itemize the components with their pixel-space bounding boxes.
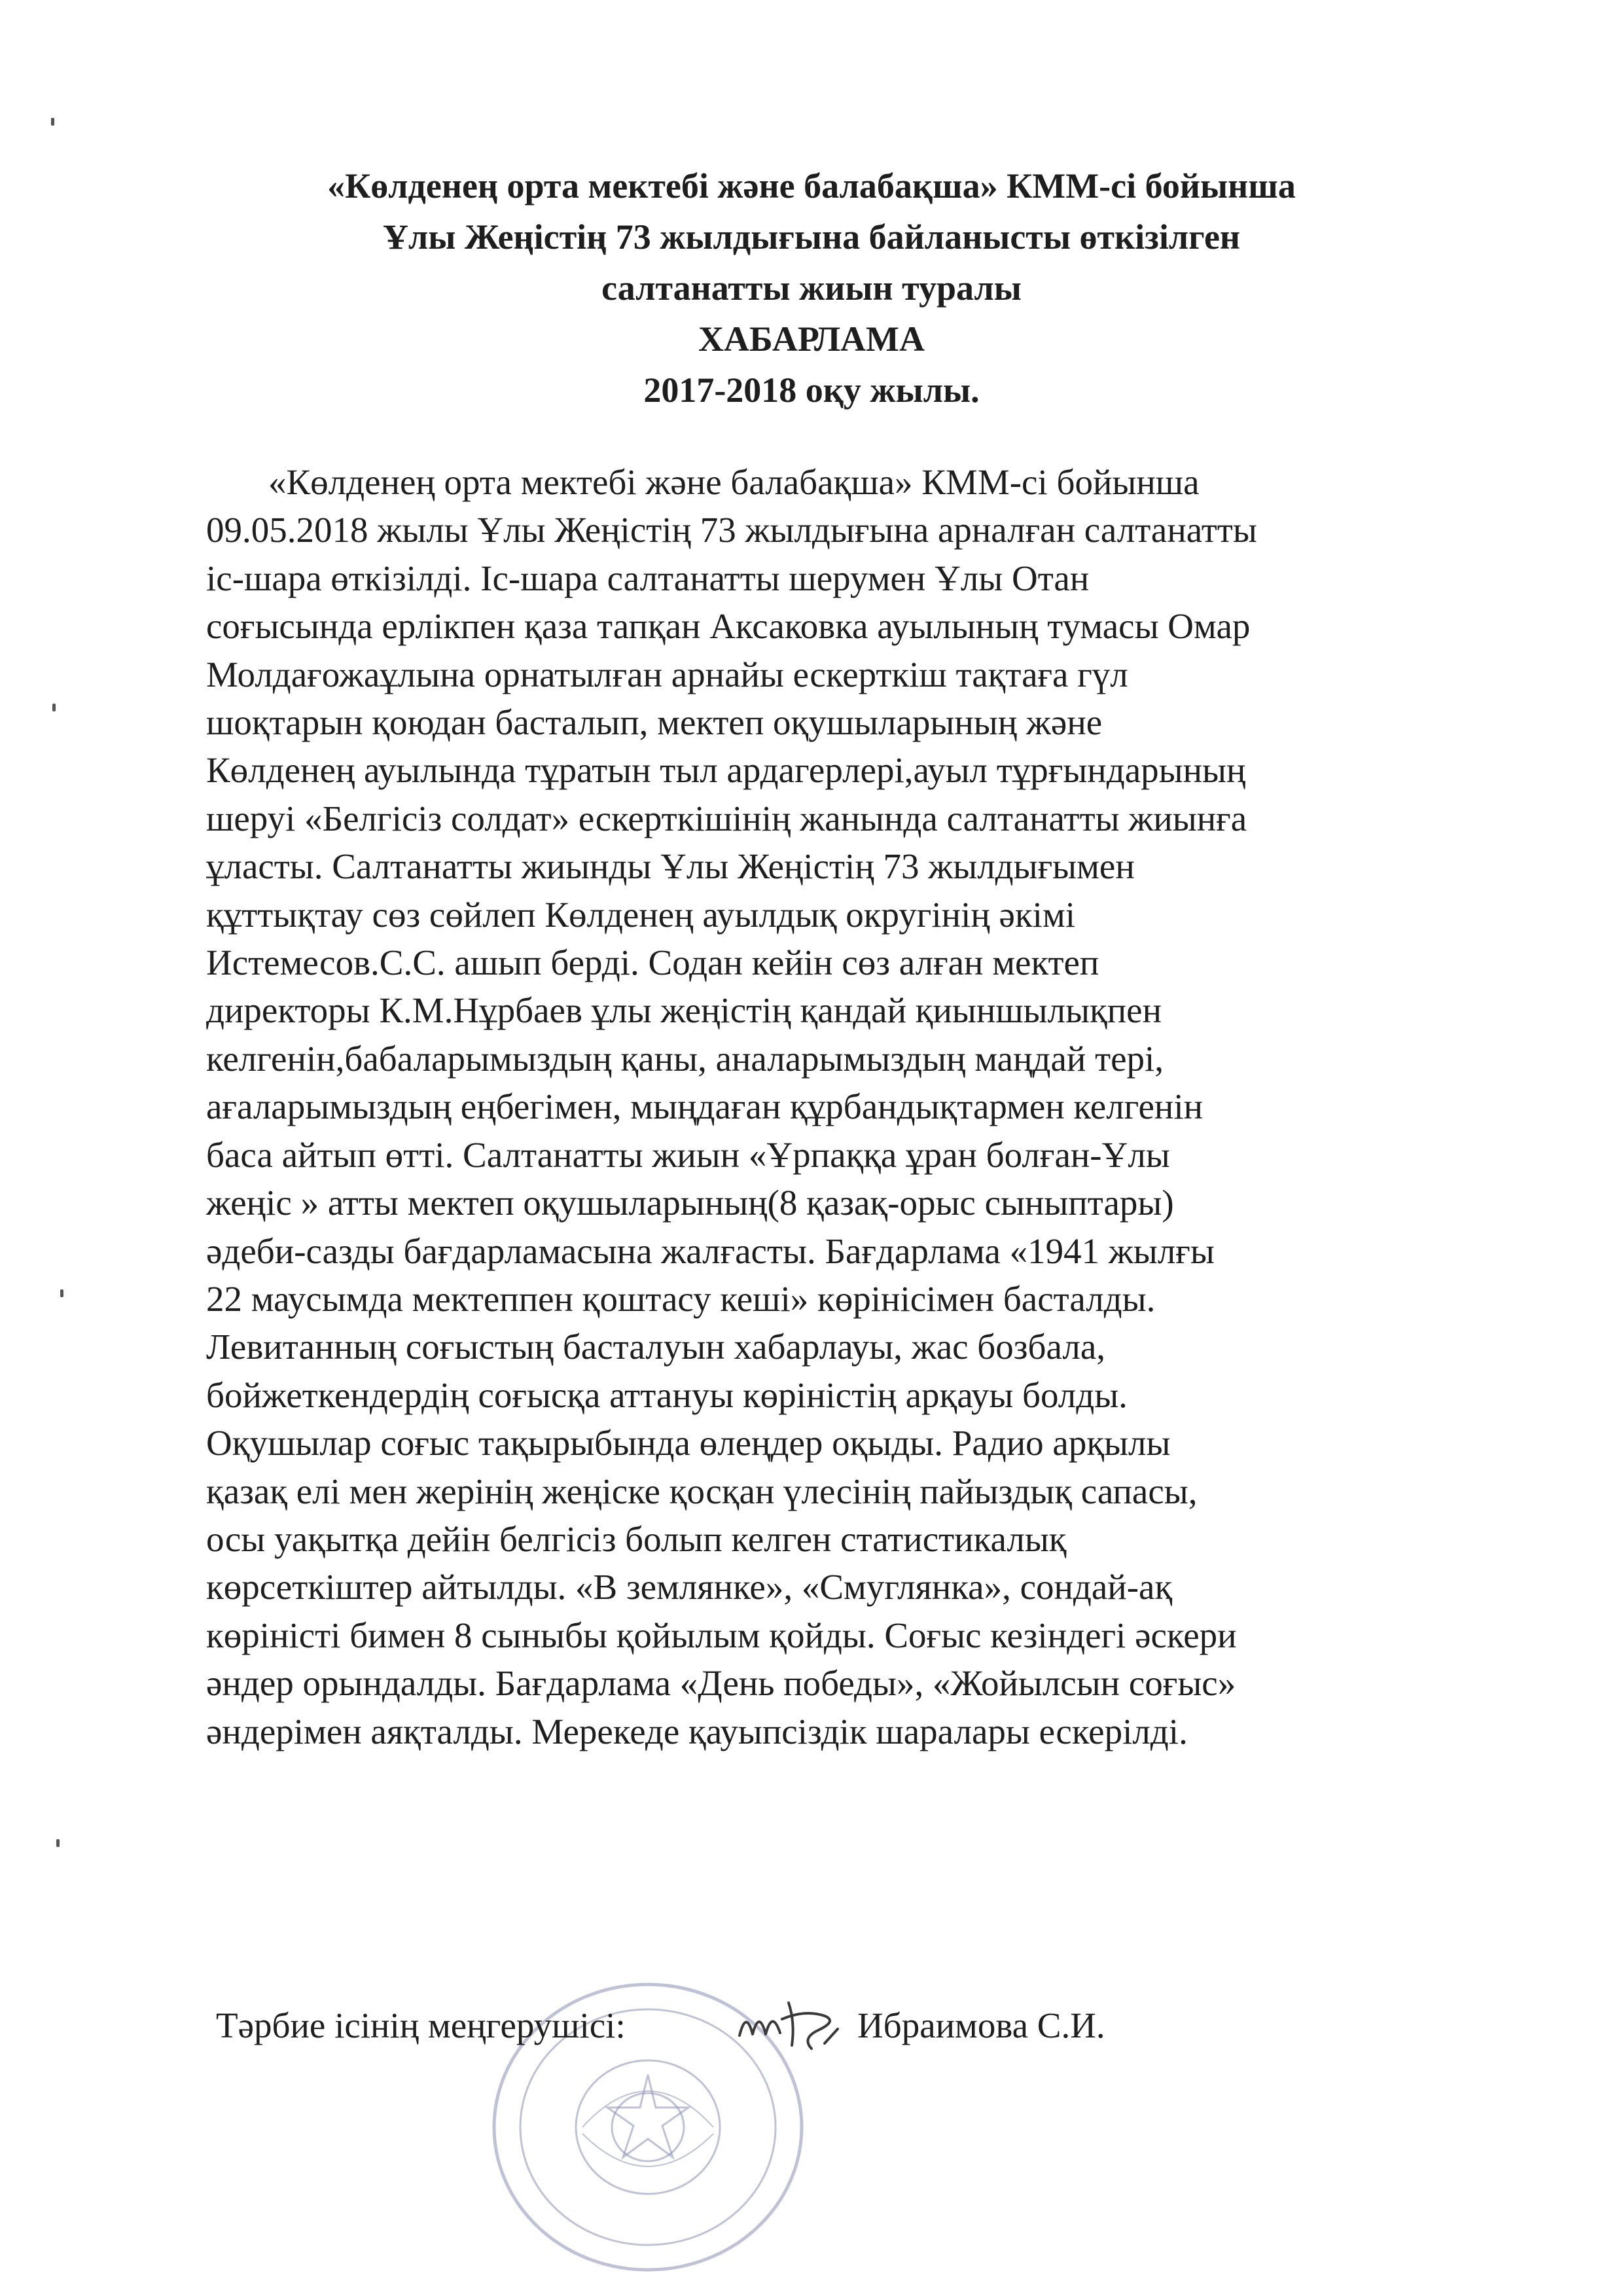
body-line: осы уақытқа дейін белгісіз болып келген статистикалық: [206, 1518, 1067, 1559]
body-line: директоры К.М.Нұрбаев ұлы жеңістің қандай қиыншылықпен: [206, 990, 1162, 1031]
body-line: баса айтып өтті. Салтанатты жиын «Ұрпаққа ұран болған-Ұлы: [206, 1134, 1170, 1175]
body-line: Молдағожаұлына орнатылған арнайы ескерткіш тақтаға гүл: [206, 654, 1128, 694]
body-line: қазақ елі мен жерінің жеңіске қосқан үлесінің пайыздық сапасы,: [206, 1471, 1198, 1511]
handwritten-signature: [726, 1983, 870, 2062]
body-line: соғысында ерлікпен қаза тапқан Аксаковка ауылының тумасы Омар: [206, 606, 1251, 647]
body-line: «Көлденең орта мектебі және балабақша» КММ-сі бойынша: [268, 462, 1200, 502]
signatory-name: Ибраимова С.И.: [857, 2005, 1105, 2045]
scan-speck: [51, 118, 54, 126]
signature-block: [216, 2003, 1394, 2094]
scan-speck: [56, 1839, 60, 1847]
body-line: шеруі «Белгісіз солдат» ескерткішінің жанында салтанатты жиынға: [206, 798, 1247, 838]
heading-line-3: салтанатты жиын туралы: [601, 268, 1022, 308]
body-line: бойжеткендердің соғысқа аттануы көріністің арқауы болды.: [206, 1374, 1128, 1415]
school-year: 2017-2018 оқу жылы.: [643, 370, 980, 410]
signatory-position: Тәрбие ісінің меңгерушісі:: [216, 2005, 626, 2045]
scan-speck: [52, 704, 56, 711]
body-line: ағаларымыздың еңбегімен, мыңдаған құрбандықтармен келгенін: [206, 1086, 1204, 1127]
body-line: Истемесов.С.С. ашып берді. Содан кейін сөз алған мектеп: [206, 942, 1099, 983]
body-line: әдеби-сазды бағдарламасына жалғасты. Бағдарлама «1941 жылғы: [206, 1230, 1215, 1271]
heading-line-2: Ұлы Жеңістің 73 жылдығына байланысты өткізілген: [382, 217, 1241, 257]
body-line: Оқушылар соғыс тақырыбында өлеңдер оқыды. Радио арқылы: [206, 1423, 1171, 1463]
body-line: әндерімен аяқталды. Мерекеде қауыпсіздік шаралары ескерілді.: [206, 1711, 1188, 1751]
body-line: шоқтарын қоюдан басталып, мектеп оқушыларының және: [206, 702, 1103, 743]
body-line: 09.05.2018 жылы Ұлы Жеңістің 73 жылдығына арналған салтанатты: [206, 510, 1257, 550]
body-line: жеңіс » атты мектеп оқушыларының(8 қазақ-орыс сыныптары): [206, 1183, 1174, 1223]
body-line: 22 маусымда мектеппен қоштасу кеші» көрінісімен басталды.: [206, 1278, 1156, 1319]
body-line: Левитанның соғыстың басталуын хабарлауы, жас бозбала,: [206, 1327, 1106, 1367]
scan-speck: [60, 1289, 63, 1297]
body-line: құттықтау сөз сөйлеп Көлденең ауылдық округінің әкімі: [206, 894, 1076, 935]
body-line: Көлденең ауылында тұратын тыл ардагерлері,ауыл тұрғындарының: [206, 750, 1246, 791]
body-line: көріністі бимен 8 сыныбы қойылым қойды. Соғыс кезіндегі әскери: [206, 1615, 1237, 1655]
document-heading: [196, 160, 1427, 416]
body-line: іс-шара өткізілді. Іс-шара салтанатты шерумен Ұлы Отан: [206, 558, 1090, 598]
report-body: [206, 458, 1436, 1755]
body-line: әндер орындалды. Бағдарлама «День победы», «Жойылсын соғыс»: [206, 1663, 1236, 1704]
body-line: көрсеткіштер айтылды. «В землянке», «Смуглянка», сондай-ақ: [206, 1567, 1173, 1607]
document-type: ХАБАРЛАМА: [698, 319, 925, 359]
body-line: ұласты. Салтанатты жиынды Ұлы Жеңістің 73 жылдығымен: [206, 846, 1135, 887]
body-line: келгенін,бабаларымыздың қаны, аналарымыздың маңдай тері,: [206, 1038, 1164, 1079]
heading-line-1: «Көлденең орта мектебі және балабақша» КММ-сі бойынша: [327, 166, 1296, 206]
